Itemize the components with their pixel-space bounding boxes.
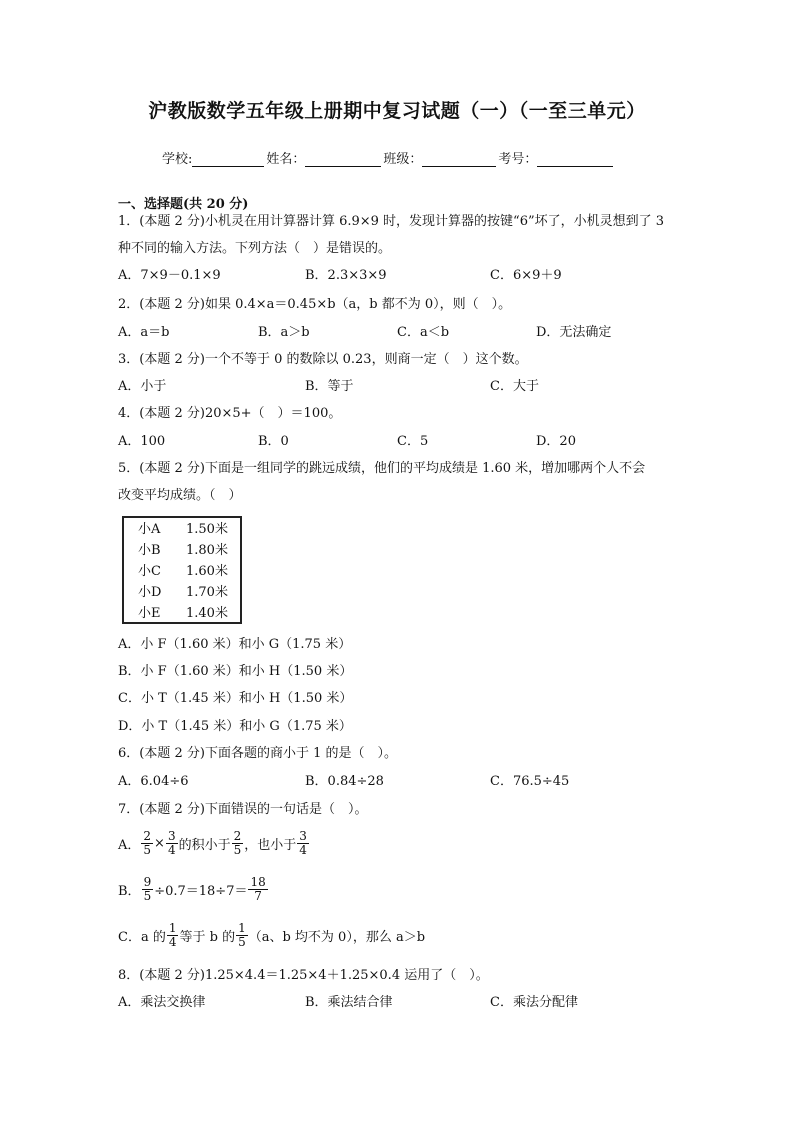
denominator: 5 bbox=[143, 843, 152, 857]
fraction bbox=[141, 830, 153, 857]
question-3-option-a: A．小于 bbox=[118, 379, 167, 394]
student-info bbox=[162, 148, 615, 167]
question-7-option-a bbox=[118, 830, 310, 857]
jump-score: 1.50米 bbox=[186, 522, 228, 537]
fraction bbox=[166, 830, 178, 857]
option-text: 等于 b 的 bbox=[179, 930, 236, 945]
question-6-option-a: A．6.04÷6 bbox=[118, 774, 189, 789]
question-2-option-d: D．无法确定 bbox=[536, 325, 612, 340]
denominator: 5 bbox=[143, 889, 152, 903]
student-name: 小D bbox=[138, 585, 162, 600]
question-8-stem: 8．(本题 2 分)1.25×4.4＝1.25×4＋1.25×0.4 运用了（ ）。 bbox=[118, 968, 489, 983]
question-1-line-1: 1．(本题 2 分)小机灵在用计算器计算 6.9×9 时，发现计算器的按键“6”坏了，小机灵想到了 3 bbox=[118, 214, 665, 229]
question-2-option-b: B．a＞b bbox=[258, 325, 310, 340]
numerator: 2 bbox=[233, 829, 242, 843]
numerator: 3 bbox=[299, 829, 307, 843]
question-4-option-c: C．5 bbox=[397, 434, 429, 449]
denominator: 4 bbox=[299, 843, 307, 857]
student-name: 小A bbox=[138, 522, 161, 537]
jump-score: 1.70米 bbox=[186, 585, 228, 600]
option-text: 的积小于 bbox=[178, 838, 231, 853]
fraction bbox=[236, 922, 248, 949]
question-3-option-b: B．等于 bbox=[305, 379, 354, 394]
class-field[interactable] bbox=[422, 152, 496, 167]
option-text: ÷0.7＝18÷7＝ bbox=[154, 884, 248, 899]
question-6-option-b: B．0.84÷28 bbox=[305, 774, 384, 789]
fraction bbox=[167, 922, 179, 949]
numerator: 1 bbox=[238, 921, 246, 935]
school-field[interactable] bbox=[192, 152, 264, 167]
student-name: 小C bbox=[138, 564, 161, 579]
numerator: 9 bbox=[143, 875, 152, 889]
question-2-stem: 2．(本题 2 分)如果 0.4×a＝0.45×b（a，b 都不为 0），则（ ）。 bbox=[118, 297, 512, 312]
table-row bbox=[124, 541, 240, 561]
class-label: 班级： bbox=[383, 152, 423, 167]
fraction bbox=[232, 830, 244, 857]
jump-score: 1.40米 bbox=[186, 606, 228, 621]
student-name: 小B bbox=[138, 543, 161, 558]
question-1-option-a: A．7×9－0.1×9 bbox=[118, 268, 221, 283]
question-8-option-a: A．乘法交换律 bbox=[118, 995, 206, 1010]
student-name: 小E bbox=[138, 606, 161, 621]
table-row bbox=[124, 562, 240, 582]
question-5-line-1: 5．(本题 2 分)下面是一组同学的跳远成绩，他们的平均成绩是 1.60 米，增加哪两个人不会 bbox=[118, 461, 646, 476]
fraction bbox=[297, 830, 309, 857]
jump-score-table bbox=[122, 516, 242, 624]
name-label: 姓名： bbox=[266, 152, 306, 167]
question-2-option-a: A．a＝b bbox=[118, 325, 170, 340]
table-row bbox=[124, 604, 240, 624]
denominator: 7 bbox=[254, 889, 262, 903]
option-label: A． bbox=[118, 838, 141, 853]
question-4-stem: 4．(本题 2 分)20×5+（ ）＝100。 bbox=[118, 406, 342, 421]
option-label: C．a 的 bbox=[118, 930, 166, 945]
question-4-option-b: B．0 bbox=[258, 434, 289, 449]
numerator: 2 bbox=[143, 829, 152, 843]
section-heading: 一、选择题(共 20 分) bbox=[118, 197, 249, 212]
fraction bbox=[248, 876, 267, 903]
question-8-option-c: C．乘法分配律 bbox=[490, 995, 578, 1010]
question-3-stem: 3．(本题 2 分)一个不等于 0 的数除以 0.23，则商一定（ ）这个数。 bbox=[118, 352, 528, 367]
school-label: 学校: bbox=[162, 152, 193, 167]
question-4-option-a: A．100 bbox=[118, 434, 166, 449]
exam-no-field[interactable] bbox=[537, 152, 613, 167]
question-8-option-b: B．乘法结合律 bbox=[305, 995, 393, 1010]
denominator: 5 bbox=[238, 935, 246, 949]
jump-score: 1.60米 bbox=[186, 564, 228, 579]
question-1-option-b: B．2.3×3×9 bbox=[305, 268, 387, 283]
denominator: 5 bbox=[233, 843, 242, 857]
question-1-line-2: 种不同的输入方法。下列方法（ ）是错误的。 bbox=[118, 241, 392, 256]
page-title: 沪教版数学五年级上册期中复习试题（一）（一至三单元） bbox=[148, 100, 646, 122]
name-field[interactable] bbox=[305, 152, 381, 167]
question-5-option-c: C．小 T（1.45 米）和小 H（1.50 米） bbox=[118, 691, 353, 706]
question-1-option-c: C．6×9＋9 bbox=[490, 268, 562, 283]
fraction bbox=[142, 876, 154, 903]
operator: × bbox=[154, 836, 165, 851]
denominator: 4 bbox=[167, 843, 176, 857]
numerator: 1 bbox=[168, 921, 177, 935]
question-4-option-d: D．20 bbox=[536, 434, 576, 449]
numerator: 18 bbox=[250, 875, 266, 889]
option-label: B． bbox=[118, 884, 141, 899]
question-5-option-b: B．小 F（1.60 米）和小 H（1.50 米） bbox=[118, 664, 353, 679]
option-text: （a、b 均不为 0），那么 a＞b bbox=[248, 930, 426, 945]
numerator: 3 bbox=[167, 829, 176, 843]
question-5-option-d: D．小 T（1.45 米）和小 G（1.75 米） bbox=[118, 719, 352, 734]
question-7-option-c bbox=[118, 922, 425, 949]
question-7-option-b bbox=[118, 876, 269, 903]
option-text: ，也小于 bbox=[244, 838, 297, 853]
exam-no-label: 考号： bbox=[498, 152, 538, 167]
denominator: 4 bbox=[168, 935, 177, 949]
question-6-stem: 6．(本题 2 分)下面各题的商小于 1 的是（ ）。 bbox=[118, 746, 397, 761]
table-row bbox=[124, 520, 240, 540]
question-7-stem: 7．(本题 2 分)下面错误的一句话是（ ）。 bbox=[118, 802, 368, 817]
question-3-option-c: C．大于 bbox=[490, 379, 539, 394]
table-row bbox=[124, 583, 240, 603]
question-5-option-a: A．小 F（1.60 米）和小 G（1.75 米） bbox=[118, 637, 352, 652]
jump-score: 1.80米 bbox=[186, 543, 228, 558]
question-2-option-c: C．a＜b bbox=[397, 325, 450, 340]
question-6-option-c: C．76.5÷45 bbox=[490, 774, 570, 789]
question-5-line-2: 改变平均成绩。（ ） bbox=[118, 488, 242, 503]
